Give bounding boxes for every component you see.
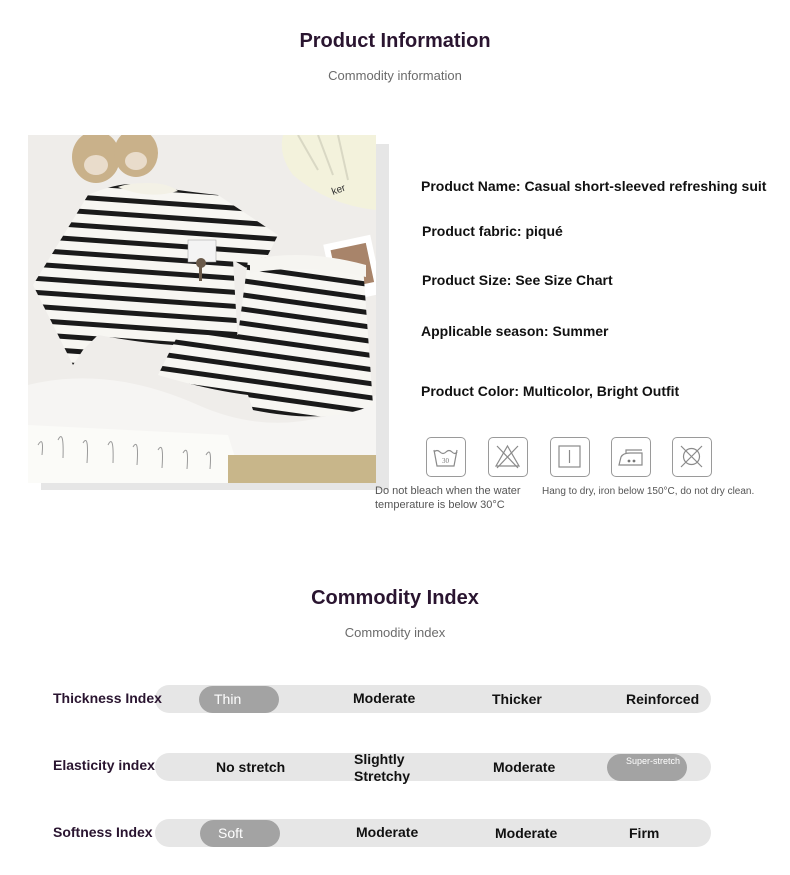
softness-index-label: Softness Index <box>53 824 153 840</box>
thickness-option-thin[interactable]: Thin <box>199 686 279 713</box>
applicable-season: Applicable season: Summer <box>421 323 609 339</box>
elasticity-option-no-stretch[interactable]: No stretch <box>216 759 286 775</box>
elasticity-index-label: Elasticity index <box>53 757 155 773</box>
elasticity-option-slightly-stretchy[interactable]: Slightly Stretchy <box>354 751 411 784</box>
product-fabric: Product fabric: piqué <box>422 223 563 239</box>
no-dry-clean-icon <box>672 437 712 477</box>
elasticity-option-super-stretch[interactable]: Super-stretch <box>607 754 687 781</box>
wash-30-icon <box>426 437 466 477</box>
product-name: Product Name: Casual short-sleeved refreshing suit <box>421 178 767 194</box>
product-color: Product Color: Multicolor, Bright Outfit <box>421 383 680 399</box>
hang-dry-icon <box>550 437 590 477</box>
product-size: Product Size: See Size Chart <box>422 272 613 288</box>
elasticity-index-row <box>0 753 790 783</box>
softness-option-firm[interactable]: Firm <box>629 825 660 841</box>
softness-option-moderate-1[interactable]: Moderate <box>356 824 419 840</box>
softness-index-row <box>0 819 790 849</box>
care-note-bleach: Do not bleach when the water temperature is below 30°C <box>375 485 521 511</box>
product-photo-illustration <box>28 135 376 483</box>
thickness-option-thicker[interactable]: Thicker <box>492 691 542 707</box>
iron-medium-icon <box>611 437 651 477</box>
thickness-index-label: Thickness Index <box>53 690 162 706</box>
no-bleach-icon <box>488 437 528 477</box>
product-photo <box>28 135 376 483</box>
care-note-dry: Hang to dry, iron below 150°C, do not dry clean. <box>542 486 755 497</box>
product-information-subtitle: Commodity information <box>328 68 462 83</box>
thickness-index-row <box>0 685 790 715</box>
svg-text:ker: ker <box>330 182 348 198</box>
softness-option-soft[interactable]: Soft <box>200 820 280 847</box>
thickness-option-moderate[interactable]: Moderate <box>353 690 416 706</box>
softness-option-moderate-2[interactable]: Moderate <box>495 825 558 841</box>
product-information-title: Product Information <box>299 30 491 52</box>
wash-temp-text: 30 <box>442 457 449 465</box>
elasticity-option-moderate[interactable]: Moderate <box>493 759 556 775</box>
thickness-option-reinforced[interactable]: Reinforced <box>626 691 700 707</box>
commodity-index-subtitle: Commodity index <box>344 625 446 640</box>
commodity-index-title: Commodity Index <box>311 587 479 609</box>
